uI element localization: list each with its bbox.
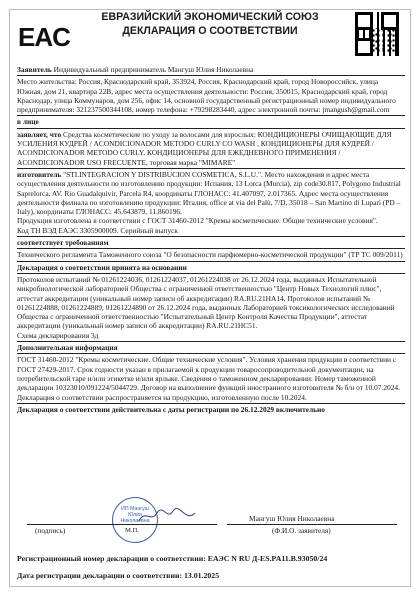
declares-text: Средства косметические по уходу за волосами для взрослых: КОНДИЦИОНЕРЫ ОЧИЩАЮЩИЕ ДЛЯ УСИЛЕНИЯ КУДРЕЙ / ACONDICIONADOR METODO CURLY CO WASH , КОНДИЦИОНЕРЫ ДЛЯ КУДРЕЙ / ACONDICIONADOR METODO CURLY, КОНДИЦИОНЕРЫ ДЛЯ ЕЖЕДНЕВНОГО ПРИМЕНЕНИЯ / ACONDICIONADOR USO FRECUENTE, торговая марка "MIMARE" <box>17 129 392 167</box>
declares-paragraph <box>17 130 405 167</box>
header-document-title: ДЕКЛАРАЦИЯ О СООТВЕТСТВИИ <box>122 25 298 37</box>
reg-number-label: Регистрационный номер декларации о соответствии: <box>17 554 206 563</box>
signature-line <box>27 524 217 525</box>
name-caption: (Ф.И.О. заявителя) <box>272 526 331 535</box>
manufacturer-prefix: изготовитель <box>17 169 62 179</box>
handwritten-signature <box>137 507 197 525</box>
applicant-address: Место жительства: Россия, Краснодарский край, 353924, Россия, Краснодарский край, город Новороссийск, улица Южная, дом 21, квартира 22В, адрес места осуществления деятельности: Россия, 350015, Краснодарский край, город Краснодар, улица Коммунаров, дом 256, офис 14, основной государственный регистрационный номер индивидуального предпринимателя: 321237500344108, номер телефона: +79298283440, адрес электронной почты: jmangush@gmail.com <box>17 77 396 115</box>
qr-code-icon <box>355 12 399 56</box>
eac-logo: EAC <box>18 22 70 52</box>
mp-caption: М.П. <box>125 527 139 534</box>
name-line <box>227 524 397 525</box>
registration-date-line <box>17 571 405 580</box>
applicant-label: Заявитель <box>17 65 52 74</box>
additional-text: ГОСТ 31460-2012 "Кремы косметические. Общие технические условия". Условия хранения продукции в соответствии с ГОСТ 27429-2017. Срок годности указан в прилагаемой к продукции товаросопроводительной документации, на потребительской таре и/или этикетке и/или ярлыке. Сведения о таможенном декларировании: Номер таможенной декларации 10323010/091224/5044729. Договор на выполнение функций иностранного изготовителя № б/н от 10.07.2024. Декларация о соответствии распространяется на продукцию, изготовленную после 10.2024. <box>17 355 400 402</box>
signature-area <box>17 497 405 557</box>
validity-label: Декларация о соответствии действительна с даты регистрации по 26.12.2029 включительно <box>17 404 325 414</box>
scheme-text: Схема декларирования 3д <box>17 330 99 340</box>
divider <box>17 403 405 404</box>
reg-number-value: ЕАЭС N RU Д-ES.PA11.B.93050/24 <box>207 554 328 563</box>
reg-date-value: 13.01.2025 <box>184 571 220 580</box>
manufacturer-paragraph <box>17 170 405 216</box>
requirements-label: соответствует требованиям <box>17 238 109 248</box>
signer-name: Мангуш Юлия Николаевна <box>249 514 335 523</box>
divider <box>17 75 405 76</box>
divider <box>17 353 405 354</box>
reg-date-label: Дата регистрации декларации о соответствии: <box>17 571 183 580</box>
divider <box>17 236 405 237</box>
divider <box>17 115 405 116</box>
basis-label: Декларация о соответствии принята на основании <box>17 262 187 272</box>
divider <box>17 168 405 169</box>
applicant-role-label: в лице <box>17 117 39 127</box>
header-union-title: ЕВРАЗИЙСКИЙ ЭКОНОМИЧЕСКИЙ СОЮЗ <box>101 11 319 23</box>
additional-label: Дополнительная информация <box>17 343 118 353</box>
signature-caption: (подпись) <box>35 526 66 535</box>
manufacturer-text: "STI.INTEGRACION Y DISTRIBUCION COSMETICA, S.L.U.". Место нахождения и адрес места осуществления деятельности по изготовлению продукции: Испания, 13 Lorca (Murcia), zip code30.817, Polygono Industrial Saprelorca, AV. Rio Guadalquivir, Parcela R4, координаты ГЛОНАСС: 41.407097, 2.017365. Адрес места осуществления деятельности филиала по изготовлению продукции: Италия, office at via del Palù, 7/D, 35018 – San Martino di Lupari (PD – Italy), координаты ГЛОНАСС: 45.643879, 11.860196. <box>17 169 401 217</box>
divider <box>17 261 405 262</box>
requirements-text: Технического регламента Таможенного союза "О безопасности парфюмерно-косметической продукции" (ТР ТС 009/2011) <box>17 250 403 260</box>
production-standard: Продукция изготовлена в соответствии с ГОСТ 31460-2012 "Кремы косметические. Общие технические условия". <box>17 216 378 226</box>
divider <box>17 248 405 249</box>
divider <box>17 273 405 274</box>
applicant-line <box>17 65 405 74</box>
document-header <box>70 10 350 38</box>
declaration-body <box>17 65 405 414</box>
applicant-value: Индивидуальный предприниматель Мангуш Юлия Николаевна <box>53 65 254 74</box>
divider <box>17 128 405 129</box>
declares-prefix: заявляет, что <box>17 129 62 139</box>
basis-text: Протоколов испытаний № 01261224036, 01261224037, 01261224038 от 26.12.2024 года, выданных Испытательной микробиологической лабораторией Общества с ограниченной ответственностью "Центр Новых Технологий плюс", аттестат аккредитации (уникальный номер записи об аккредитации) RA.RU.21НА14, Протоколов испытаний № 01261224888, 01261224889, 01261224890 от 26.12.2024 года, выданных Лабораторией токсикологических исследований Общества с ограниченной ответственностью "Испытательный Центр Контроля Качества Продукции", аттестат аккредитации (уникальный номер записи об аккредитации) RA.RU.21HC51. <box>17 274 395 331</box>
stamp-seal: ИП Мангуш Юлия Николаевна <box>112 497 158 543</box>
tn-ved-code: Код ТН ВЭД ЕАЭС 3305900009. Серийный выпуск <box>17 225 179 235</box>
registration-number-line <box>17 554 405 563</box>
divider <box>17 341 405 342</box>
